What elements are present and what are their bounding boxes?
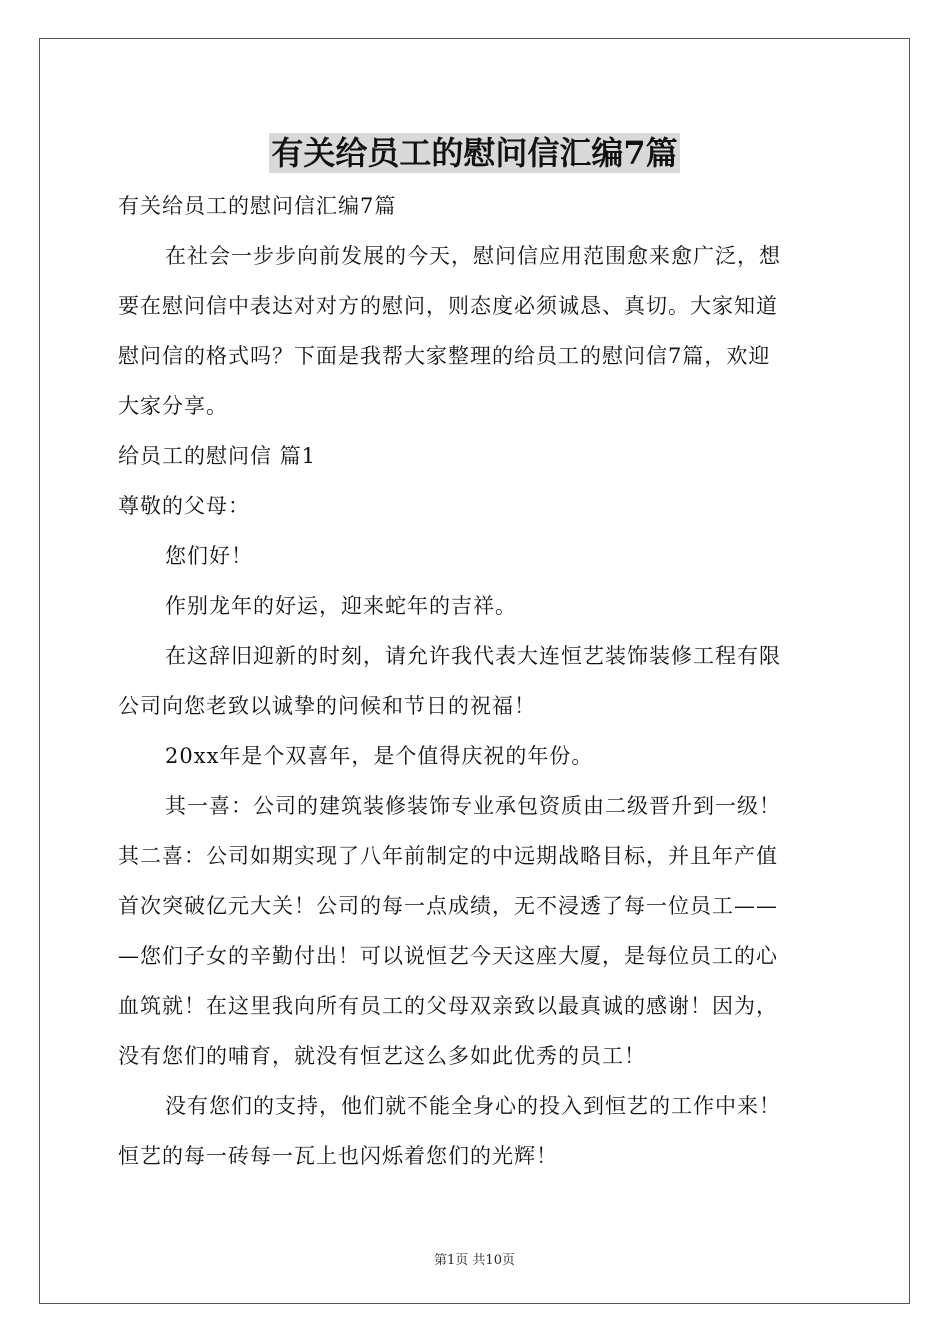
text-line: 首次突破亿元大关！公司的每一点成绩，无不浸透了每一位员工—— [118, 894, 778, 918]
text-line: 其二喜：公司如期实现了八年前制定的中远期战略目标，并且年产值 [118, 844, 778, 868]
text-line: 大家分享。 [118, 394, 228, 418]
text-line: 20xx年是个双喜年，是个值得庆祝的年份。 [165, 744, 594, 768]
text-line: 在这辞旧迎新的时刻，请允许我代表大连恒艺装饰装修工程有限 [165, 644, 781, 668]
text-line: 在社会一步步向前发展的今天，慰问信应用范围愈来愈广泛，想 [165, 244, 781, 268]
text-line: 公司向您老致以诚挚的问候和节日的祝福！ [118, 694, 536, 718]
text-line: 恒艺的每一砖每一瓦上也闪烁着您们的光辉！ [118, 1144, 558, 1168]
text-line: 作别龙年的好运，迎来蛇年的吉祥。 [165, 594, 517, 618]
text-line: 没有您们的哺育，就没有恒艺这么多如此优秀的员工！ [118, 1044, 646, 1068]
text-line: 要在慰问信中表达对对方的慰问，则态度必须诚恳、真切。大家知道 [118, 294, 778, 318]
paragraph-lines [118, 231, 834, 1181]
document-subtitle: 有关给员工的慰问信汇编7篇 [118, 194, 397, 218]
text-line: —您们子女的辛勤付出！可以说恒艺今天这座大厦，是每位员工的心 [118, 944, 778, 968]
text-line: 没有您们的支持，他们就不能全身心的投入到恒艺的工作中来！ [165, 1094, 781, 1118]
document-body [118, 181, 834, 1181]
page-footer: 第1页 共10页 [434, 1253, 515, 1268]
text-line: 给员工的慰问信 篇1 [118, 444, 317, 468]
text-line: 其一喜：公司的建筑装修装饰专业承包资质由二级晋升到一级！ [165, 794, 781, 818]
text-line: 您们好！ [165, 544, 253, 568]
title-container [40, 133, 909, 173]
text-line: 慰问信的格式吗？下面是我帮大家整理的给员工的慰问信7篇，欢迎 [118, 344, 771, 368]
document-title: 有关给员工的慰问信汇编7篇 [271, 134, 678, 172]
text-line: 尊敬的父母： [118, 494, 250, 518]
document-page [39, 38, 910, 1304]
text-line: 血筑就！在这里我向所有员工的父母双亲致以最真诚的感谢！因为， [118, 994, 778, 1018]
